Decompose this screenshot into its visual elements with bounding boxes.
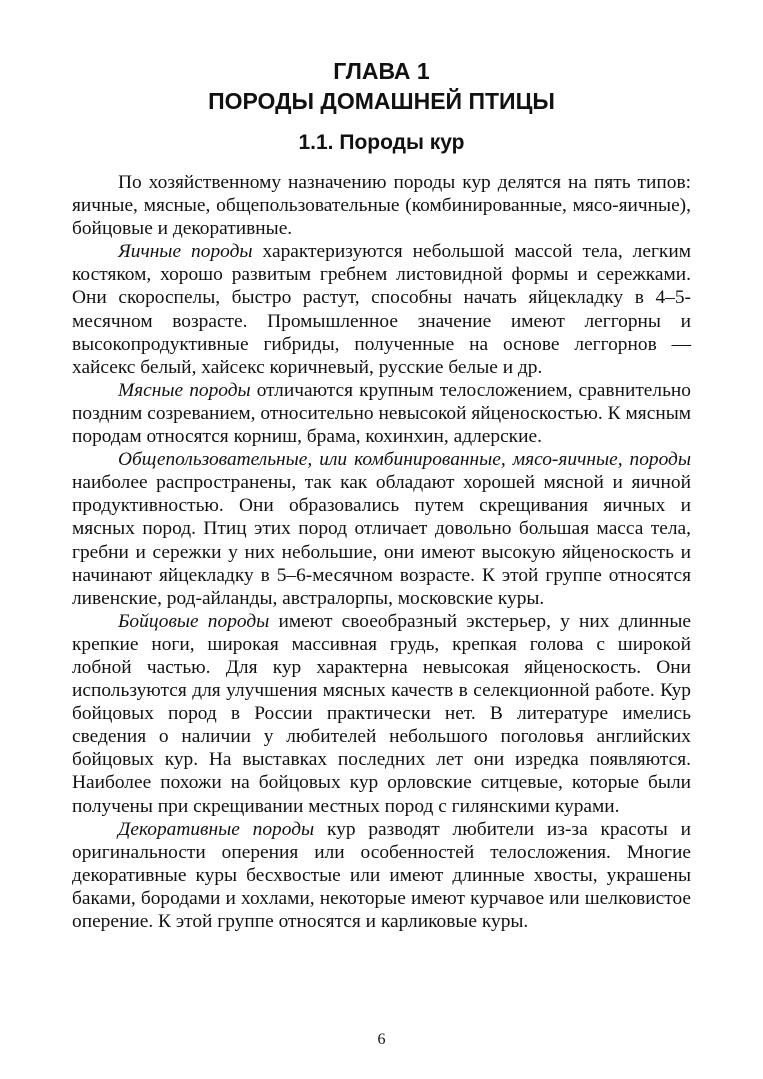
paragraph-meat-breeds — [72, 379, 691, 448]
chapter-title: ПОРОДЫ ДОМАШНЕЙ ПТИЦЫ — [208, 88, 555, 114]
section-title: 1.1. Породы кур — [298, 131, 465, 154]
paragraph-egg-breeds — [72, 240, 691, 379]
paragraph-intro — [72, 171, 691, 240]
paragraph-decorative-breeds-text: кур разводят любители из-за красоты и оригинальности оперения или особенностей телосложения. Многие декоративные куры бесхвостые или имеют длинные хвосты, украшены баками, бородами и хохлами, некоторые имеют курчавое или шелковистое оперение. К этой группе относятся и карликовые куры. — [72, 818, 691, 932]
body-text — [72, 171, 691, 933]
page-number: 6 — [377, 1031, 386, 1048]
paragraph-decorative-breeds — [72, 818, 691, 933]
paragraph-fighting-breeds — [72, 610, 691, 818]
term-meat-breeds: Мясные породы — [118, 379, 251, 401]
paragraph-general-breeds — [72, 448, 691, 610]
term-general-breeds: Общепользовательные, или комбинированные, мясо-яичные, породы — [118, 449, 691, 471]
term-egg-breeds: Яичные породы — [118, 241, 253, 263]
chapter-heading — [0, 56, 763, 116]
paragraph-egg-breeds-text: характеризуются небольшой массой тела, легким костяком, хорошо развитым гребнем листовидной формы и сережками. Они скороспелы, быстро растут, способны начать яйцекладку в 4–5-месячном возрасте. Промышленное значение имеют леггорны и высокопродуктивные гибриды, полученные на основе леггорнов — хайсекс белый, хайсекс коричневый, русские белые и др. — [72, 241, 691, 378]
paragraph-fighting-breeds-text: имеют своеобразный экстерьер, у них длинные крепкие ноги, широкая массивная грудь, крепкая голова с широкой лобной частью. Для кур характерна невысокая яйценоскость. Они используются для улучшения мясных качеств в селекционной работе. Кур бойцовых пород в России практически нет. В литературе имелись сведения о наличии у любителей небольшого поголовья английских бойцовых кур. На выставках последних лет они изредка появляются. Наиболее похожи на бойцовых кур орловские ситцевые, которые были получены при скрещивании местных пород с гилянскими курами. — [72, 610, 691, 817]
term-decorative-breeds: Декоративные породы — [118, 818, 315, 840]
chapter-label: ГЛАВА 1 — [333, 58, 430, 84]
paragraph-general-breeds-text: наиболее распространены, так как обладают хорошей мясной и яичной продуктивностью. Они образовались путем скрещивания яичных и мясных пород. Птиц этих пород отличает довольно большая масса тела, гребни и сережки у них небольшие, они имеют высокую яйценоскость и начинают яйцекладку в 5–6-месячном возрасте. К этой группе относятся ливенские, род-айланды, австралорпы, московские куры. — [72, 472, 691, 609]
paragraph-meat-breeds-text: отличаются крупным телосложением, сравнительно поздним созреванием, относительно невысокой яйценоскостью. К мясным породам относятся корниш, брама, кохинхин, адлерские. — [72, 379, 691, 448]
paragraph-intro-text: По хозяйственному назначению породы кур делятся на пять типов: яичные, мясные, общепользовательные (комбинированные, мясо-яичные), бойцовые и декоративные. — [72, 172, 691, 240]
term-fighting-breeds: Бойцовые породы — [118, 610, 270, 632]
